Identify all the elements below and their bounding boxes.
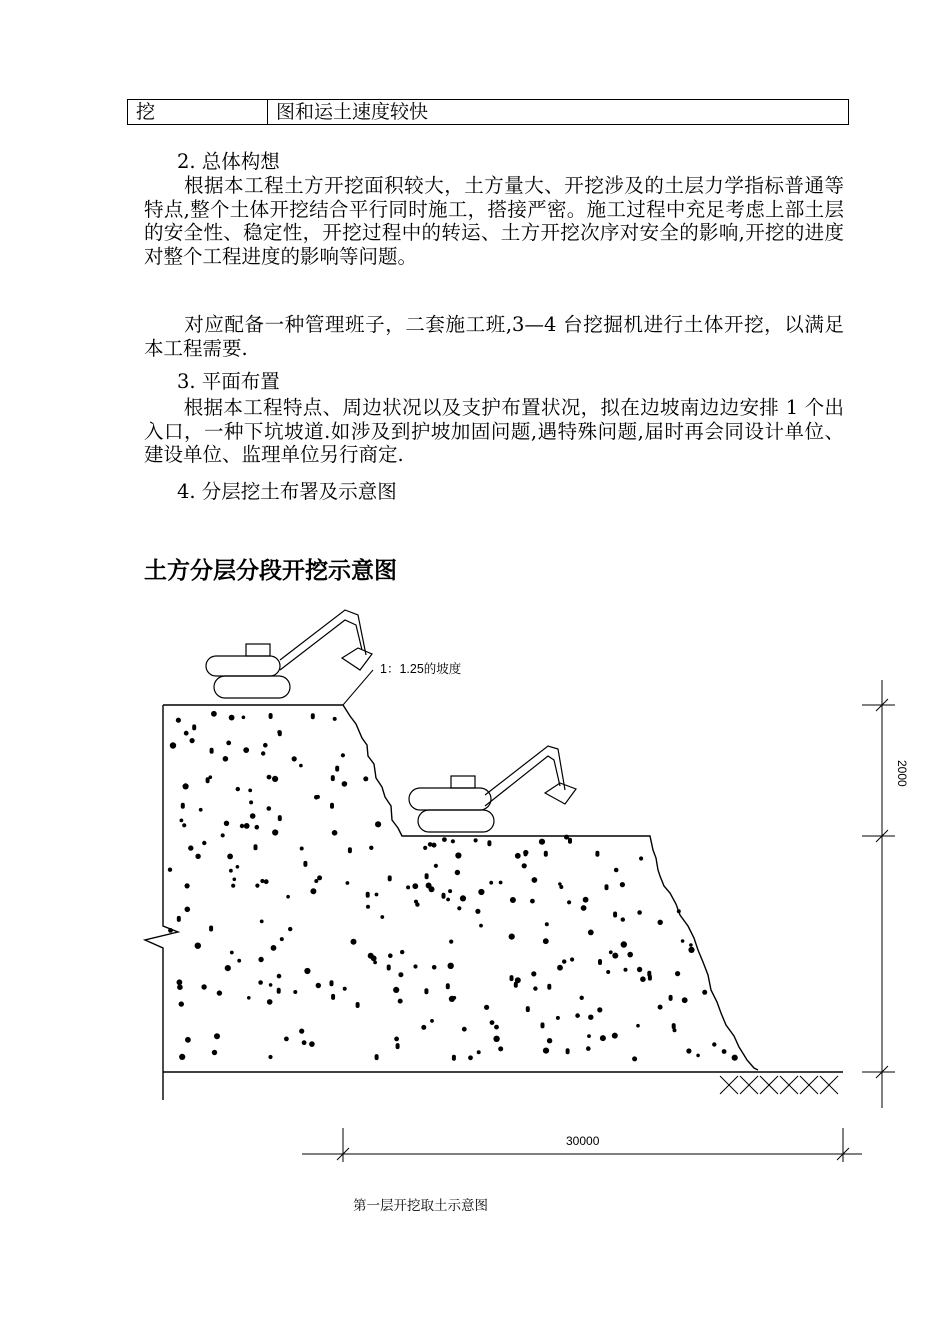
soil-dot: [448, 889, 452, 893]
soil-dot: [240, 824, 244, 828]
soil-dot: [544, 851, 548, 857]
soil-dot: [202, 841, 206, 845]
soil-dot: [292, 756, 297, 761]
soil-dot: [614, 868, 619, 873]
soil-dot: [539, 839, 545, 845]
soil-dot: [269, 713, 273, 719]
soil-dot: [264, 879, 269, 884]
soil-dot: [451, 839, 455, 843]
soil-dot: [669, 995, 673, 1001]
soil-dot: [639, 856, 643, 860]
soil-dot: [254, 825, 259, 830]
soil-dot: [179, 1054, 185, 1060]
soil-dot: [647, 971, 651, 977]
soil-dot: [277, 988, 281, 994]
soil-dot: [640, 976, 646, 982]
soil-dot: [250, 813, 256, 819]
soil-dot: [398, 999, 403, 1004]
soil-dot: [430, 1019, 434, 1023]
soil-texture: [168, 711, 738, 1062]
soil-dot: [612, 1033, 618, 1039]
soil-dot: [455, 870, 460, 875]
soil-dot: [478, 889, 484, 895]
soil-dot: [452, 996, 456, 1000]
soil-dot: [293, 990, 297, 994]
soil-dot: [199, 808, 203, 812]
soil-dot: [330, 980, 334, 986]
soil-dot: [263, 743, 268, 748]
soil-dot: [375, 821, 381, 827]
soil-dot: [310, 888, 316, 894]
soil-dot: [606, 970, 610, 974]
soil-dot: [658, 1005, 663, 1010]
soil-dot: [588, 930, 594, 936]
soil-dot: [195, 943, 201, 949]
soil-dot: [335, 766, 339, 772]
soil-dot: [212, 1050, 217, 1055]
soil-dot: [375, 893, 379, 897]
soil-dot: [524, 850, 528, 856]
soil-dot: [380, 915, 384, 919]
soil-dot: [255, 884, 259, 888]
soil-dot: [567, 900, 571, 904]
soil-dot: [269, 983, 273, 987]
soil-dot: [532, 877, 538, 883]
soil-dot: [682, 997, 688, 1003]
soil-dot: [498, 1046, 503, 1051]
soil-dot: [434, 864, 438, 868]
soil-dot: [388, 953, 393, 958]
soil-dot: [460, 895, 466, 901]
soil-dot: [432, 965, 437, 970]
soil-dot: [227, 854, 233, 860]
soil-dot: [206, 777, 210, 783]
soil-dot: [195, 854, 200, 859]
soil-dot: [455, 852, 461, 858]
dimension-width-label: 30000: [566, 1134, 600, 1148]
soil-dot: [351, 939, 357, 945]
soil-dot: [258, 980, 263, 985]
soil-dot: [277, 974, 282, 979]
soil-dot: [612, 953, 618, 959]
soil-dot: [236, 787, 240, 791]
soil-dot: [288, 927, 292, 931]
soil-dot: [533, 986, 537, 990]
soil-dot: [244, 823, 250, 829]
soil-dot: [260, 879, 264, 883]
soil-dot: [425, 873, 429, 879]
soil-dot: [299, 1029, 304, 1034]
soil-dot: [702, 990, 707, 995]
soil-dot: [272, 776, 278, 782]
paragraph-overall-concept: 根据本工程土方开挖面积较大，土方量大、开挖涉及的土层力学指标普通等特点,整个土体开挖结合平行同时施工，搭接严密。施工过程中充足考虑上部土层的安全性、稳定性，开挖过程中的转运、土方开挖次序对安全的影响,开挖的进度对整个工程进度的影响等问题。: [144, 174, 844, 268]
soil-dot: [414, 900, 418, 904]
figure-title: 土方分层分段开挖示意图: [144, 558, 397, 584]
soil-dot: [286, 895, 290, 899]
soil-dot: [179, 1001, 184, 1006]
soil-dot: [237, 959, 241, 963]
soil-dot: [309, 1041, 315, 1047]
soil-dot: [595, 851, 599, 857]
soil-dot: [581, 905, 587, 911]
soil-dot: [675, 971, 680, 976]
soil-dot: [331, 994, 335, 1000]
soil-dot: [428, 842, 433, 847]
soil-dot: [302, 1040, 307, 1045]
soil-dot: [185, 907, 191, 913]
soil-dot: [346, 881, 350, 885]
soil-profile-outline: [145, 705, 843, 1100]
soil-dot: [446, 983, 450, 989]
soil-dot: [393, 987, 399, 993]
paragraph-layout: 根据本工程特点、周边状况以及支护布置状况，拟在边坡南边边安排 1 个出入口，一种下坑坡道.如涉及到护坡加固问题,遇特殊问题,届时再会同设计单位、建设单位、监理单位另行商定.: [144, 396, 844, 466]
soil-dot: [168, 868, 172, 872]
soil-dot: [304, 968, 310, 974]
bedrock-hatch: [720, 1076, 838, 1094]
soil-dot: [689, 943, 693, 947]
soil-dot: [688, 947, 694, 953]
table-cell-method: 挖: [128, 100, 268, 124]
soil-dot: [421, 1025, 426, 1030]
soil-dot: [479, 924, 483, 928]
soil-dot: [562, 959, 566, 963]
soil-dot: [201, 984, 206, 989]
soil-dot: [477, 1050, 481, 1054]
soil-dot: [185, 883, 190, 888]
soil-dot: [490, 1020, 495, 1025]
soil-dot: [448, 963, 454, 969]
soil-dot: [510, 897, 516, 903]
soil-dot: [248, 789, 252, 793]
soil-dot: [515, 853, 521, 859]
slope-ratio-label: 1：1.25的坡度: [380, 662, 462, 676]
soil-dot: [332, 830, 338, 836]
section-heading-layout: 3. 平面布置: [177, 370, 280, 393]
soil-dot: [531, 971, 536, 976]
soil-dot: [177, 979, 183, 985]
soil-dot: [342, 781, 348, 787]
soil-dot: [400, 950, 404, 954]
soil-dot: [192, 724, 196, 730]
soil-dot: [442, 893, 446, 899]
soil-dot: [243, 747, 249, 753]
soil-dot: [412, 883, 418, 889]
soil-dot: [487, 840, 491, 846]
soil-dot: [271, 945, 277, 951]
soil-dot: [510, 975, 514, 981]
soil-dot: [231, 884, 235, 888]
soil-dot: [526, 1006, 530, 1012]
soil-dot: [333, 717, 337, 721]
soil-dot: [230, 951, 234, 955]
soil-dot: [475, 909, 480, 914]
soil-dot: [398, 972, 403, 977]
soil-dot: [184, 731, 189, 736]
soil-dot: [621, 941, 627, 947]
soil-dot: [316, 983, 321, 988]
soil-dot: [597, 1007, 602, 1012]
soil-dot: [284, 1037, 289, 1042]
soil-dot: [261, 751, 265, 755]
figure-caption: 第一层开挖取土示意图: [353, 1198, 488, 1214]
soil-dot: [474, 838, 478, 842]
soil-dot: [493, 1036, 499, 1042]
soil-dot: [636, 1024, 640, 1028]
soil-dot: [494, 1025, 499, 1030]
soil-dot: [722, 1049, 727, 1054]
soil-dot: [375, 1054, 379, 1060]
soil-dot: [188, 845, 193, 850]
soil-dot: [462, 1027, 467, 1032]
soil-dot: [368, 953, 374, 959]
soil-dot: [426, 883, 432, 889]
soil-dot: [396, 1043, 400, 1049]
soil-dot: [457, 906, 461, 910]
soil-dot: [348, 847, 352, 853]
soil-dot: [446, 898, 450, 902]
soil-dot: [341, 753, 345, 757]
soil-dot: [587, 1034, 591, 1038]
soil-dot: [224, 821, 229, 826]
soil-dot: [267, 775, 272, 780]
section-heading-layered-excavation: 4. 分层挖土布署及示意图: [177, 480, 397, 503]
soil-dot: [712, 1042, 716, 1046]
soil-dot: [442, 837, 447, 842]
soil-dot: [331, 775, 335, 781]
soil-dot: [575, 1013, 580, 1018]
soil-dot: [176, 718, 181, 723]
soil-dot: [621, 917, 625, 921]
soil-dot: [637, 967, 642, 972]
table-cell-description: 图和运土速度较快: [276, 101, 429, 123]
soil-dot: [366, 905, 370, 909]
soil-dot: [499, 881, 503, 885]
soil-dot: [556, 1016, 560, 1020]
soil-dot: [317, 875, 322, 880]
soil-dot: [211, 711, 217, 717]
excavator-upper: [206, 610, 372, 698]
soil-dot: [236, 865, 240, 869]
soil-dot: [314, 879, 318, 883]
vertical-dimension: [862, 680, 895, 1108]
soil-dot: [303, 861, 307, 867]
soil-dot: [363, 776, 368, 781]
soil-dot: [696, 1054, 700, 1058]
soil-dot: [658, 920, 663, 925]
soil-dot: [280, 937, 284, 941]
soil-dot: [221, 833, 225, 837]
soil-dot: [254, 844, 258, 850]
soil-dot: [732, 1055, 738, 1061]
soil-dot: [452, 1055, 456, 1061]
paragraph-equipment: 对应配备一种管理班子，二套施工班,3—4 台挖掘机进行土体开挖，以满足本工程需要.: [144, 313, 844, 360]
section-heading-overall-concept: 2. 总体构想: [177, 150, 280, 173]
soil-dot: [177, 984, 183, 990]
soil-dot: [568, 838, 572, 844]
soil-dot: [373, 961, 377, 965]
dimension-height-label: 2000: [895, 760, 909, 787]
slope-leader-line: [343, 670, 373, 705]
soil-dot: [180, 819, 184, 823]
soil-dot: [272, 829, 278, 835]
soil-dot: [258, 957, 263, 962]
soil-dot: [672, 1023, 676, 1029]
soil-dot: [545, 922, 549, 926]
soil-dot: [366, 892, 370, 898]
soil-dot: [530, 899, 535, 904]
soil-dot: [330, 803, 334, 809]
soil-dot: [356, 1002, 360, 1008]
soil-dot: [242, 716, 246, 720]
soil-dot: [209, 926, 213, 932]
soil-dot: [267, 999, 273, 1005]
soil-dot: [225, 965, 231, 971]
soil-dot: [686, 1048, 691, 1053]
soil-dot: [388, 875, 392, 881]
soil-dot: [210, 748, 214, 754]
soil-dot: [300, 847, 304, 851]
soil-dot: [522, 863, 527, 868]
excavator-middle: [409, 746, 576, 832]
soil-dot: [229, 715, 235, 721]
soil-dot: [580, 996, 584, 1000]
soil-dot: [559, 885, 563, 889]
soil-dot: [681, 939, 685, 943]
soil-dot: [586, 1046, 591, 1051]
soil-dot: [249, 800, 253, 804]
soil-dot: [557, 965, 563, 971]
soil-dot: [489, 881, 493, 885]
soil-dot: [311, 713, 315, 719]
soil-dot: [278, 815, 282, 821]
soil-dot: [177, 916, 181, 922]
soil-dot: [229, 869, 233, 873]
soil-dot: [268, 1055, 272, 1059]
soil-dot: [543, 938, 549, 944]
soil-dot: [588, 1015, 593, 1020]
soil-dot: [217, 990, 222, 995]
soil-dot: [509, 934, 515, 940]
soil-dot: [181, 803, 185, 809]
soil-dot: [543, 1048, 549, 1054]
soil-dot: [637, 910, 642, 915]
soil-dot: [223, 756, 229, 762]
soil-dot: [183, 783, 189, 789]
soil-dot: [541, 1022, 545, 1028]
soil-dot: [424, 988, 428, 994]
soil-dot: [233, 878, 237, 882]
soil-dot: [620, 882, 625, 887]
soil-dot: [277, 730, 281, 734]
soil-dot: [673, 1028, 677, 1032]
soil-dot: [190, 738, 195, 743]
soil-dot: [214, 1033, 220, 1039]
soil-dot: [605, 884, 609, 890]
soil-dot: [387, 965, 391, 971]
soil-dot: [267, 806, 272, 811]
soil-dot: [484, 1005, 489, 1010]
soil-dot: [170, 742, 176, 748]
soil-dot: [185, 1037, 191, 1043]
soil-dot: [394, 1037, 399, 1042]
soil-dot: [449, 940, 453, 944]
soil-dot: [609, 950, 613, 954]
soil-dot: [247, 996, 251, 1000]
soil-dot: [598, 959, 602, 965]
soil-dot: [613, 912, 617, 918]
soil-dot: [413, 964, 417, 968]
soil-dot: [182, 823, 186, 827]
soil-dot: [600, 1035, 606, 1041]
soil-dot: [515, 977, 521, 983]
soil-dot: [583, 897, 589, 903]
soil-dot: [468, 1055, 473, 1060]
soil-dot: [627, 952, 633, 958]
soil-dot: [547, 984, 551, 990]
soil-dot: [423, 846, 427, 850]
soil-dot: [343, 987, 347, 991]
soil-dot: [316, 795, 320, 799]
soil-dot: [547, 1038, 552, 1043]
soil-dot: [624, 968, 628, 972]
soil-dot: [406, 885, 410, 889]
soil-dot: [570, 957, 574, 961]
soil-dot: [566, 1048, 570, 1054]
soil-dot: [299, 764, 303, 768]
soil-dot: [632, 1056, 637, 1061]
soil-dot: [369, 846, 373, 850]
soil-dot: [226, 741, 231, 746]
soil-dot: [260, 920, 264, 924]
